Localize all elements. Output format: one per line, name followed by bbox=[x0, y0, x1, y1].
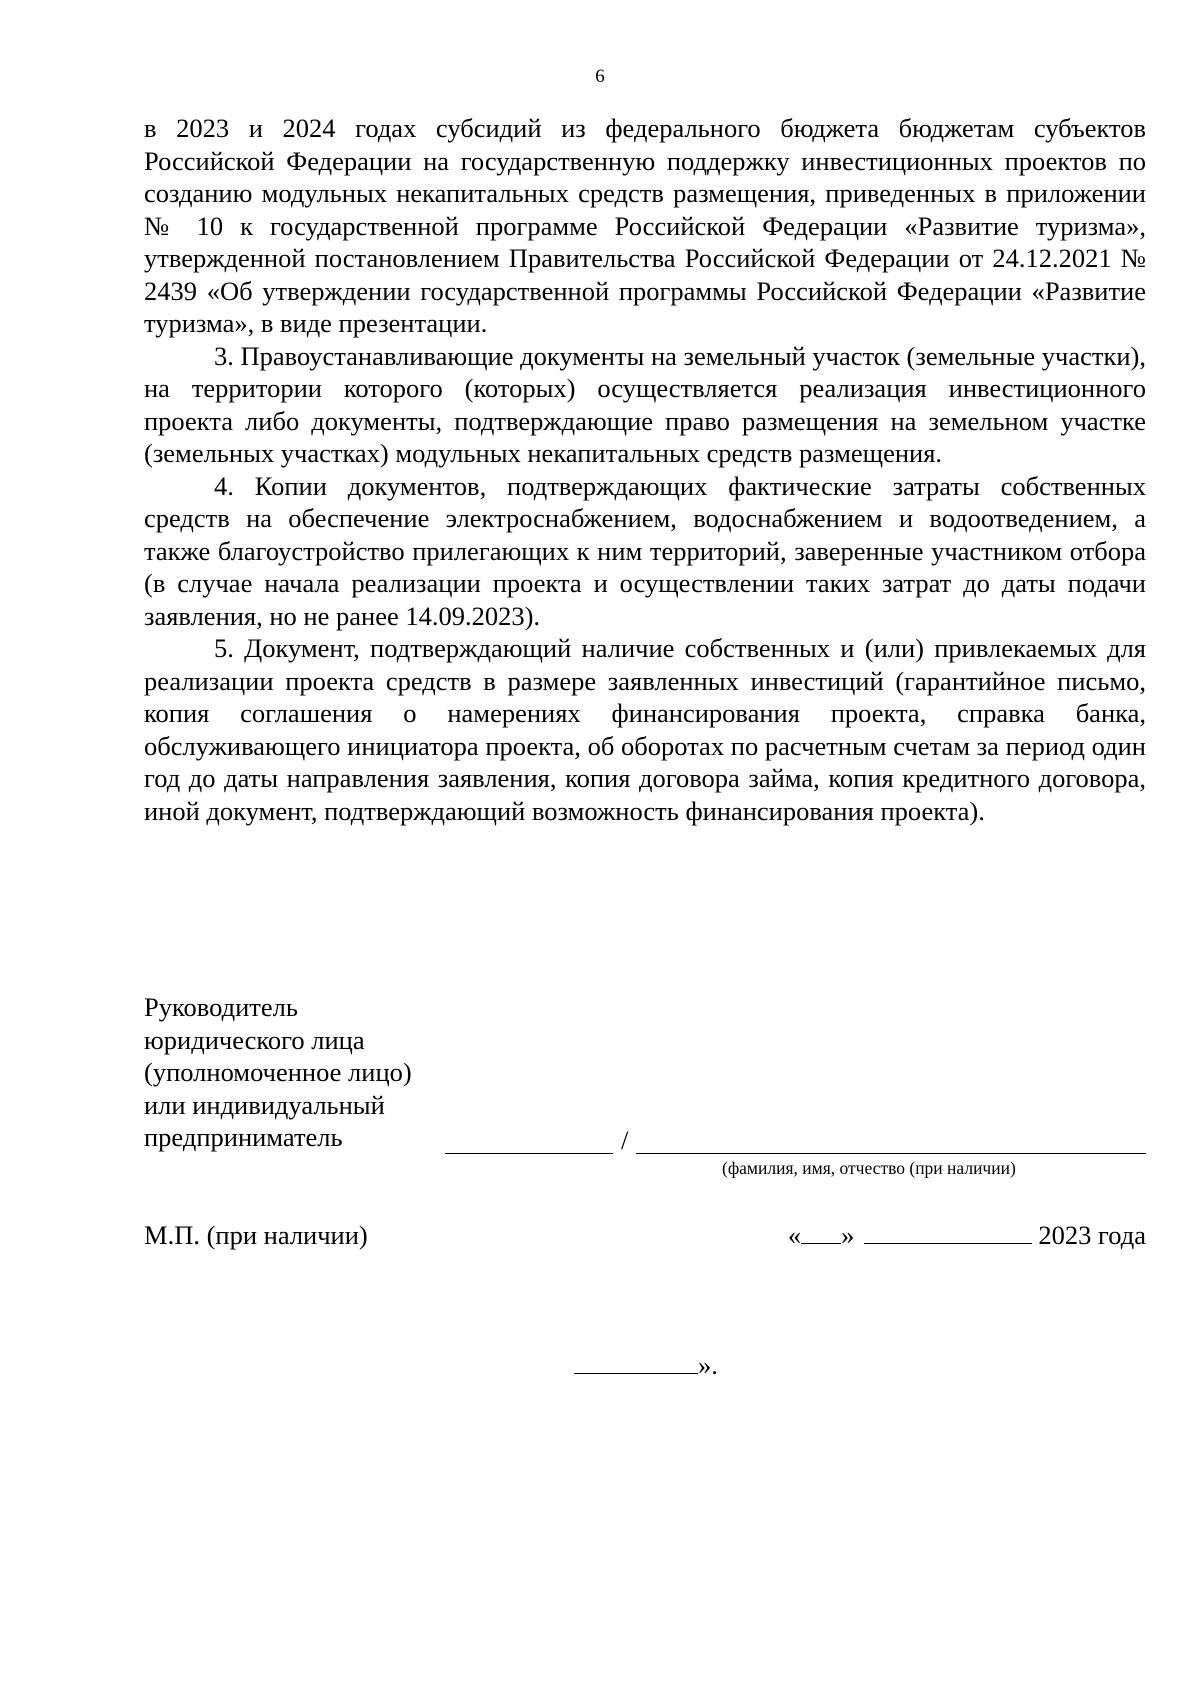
signature-block bbox=[144, 991, 1146, 1221]
signer-title-line: юридического лица bbox=[144, 1024, 365, 1055]
date-field bbox=[788, 1219, 1146, 1252]
closing-blank-line bbox=[574, 1349, 698, 1374]
stamp-label: М.П. (при наличии) bbox=[144, 1220, 368, 1250]
signature-blank-line bbox=[445, 1153, 613, 1154]
signature-slash: / bbox=[621, 1125, 629, 1155]
full-name-blank-line bbox=[636, 1153, 1146, 1154]
date-day-blank bbox=[801, 1219, 841, 1244]
closing-quote: ». bbox=[698, 1350, 718, 1380]
signer-title-line: или индивидуальный bbox=[144, 1089, 385, 1120]
page-number: 6 bbox=[595, 66, 605, 87]
date-close-quote: » bbox=[841, 1220, 855, 1250]
date-open-quote: « bbox=[787, 1220, 802, 1250]
paragraph-item-5: 5. Документ, подтверждающий наличие собственных и (или) привлекаемых для реализации проекта средств в размере заявленных инвестиций (гарантийное письмо, копия соглашения о намерениях финансирования проекта, справка банка, обслуживающего инициатора проекта, об оборотах по расчетным счетам за период один год до даты направления заявления, копия договора займа, копия кредитного договора, иной документ, подтверждающий возможность финансирования проекта). bbox=[144, 633, 1146, 826]
date-month-blank bbox=[864, 1219, 1032, 1244]
closing-line bbox=[574, 1349, 718, 1382]
paragraph-item-3: 3. Правоустанавливающие документы на земельный участок (земельные участки), на территории которого (которых) осуществляется реализация инвестиционного проекта либо документы, подтверждающие право размещения на земельном участке (земельных участках) модульных некапитальных средств размещения. bbox=[144, 340, 1146, 468]
full-name-caption: (фамилия, имя, отчество (при наличии) bbox=[722, 1158, 1016, 1178]
signer-title-line: предприниматель bbox=[144, 1122, 343, 1152]
date-year: 2023 года bbox=[1038, 1220, 1146, 1250]
signer-title-line: (уполномоченное лицо) bbox=[144, 1057, 412, 1087]
document-body bbox=[144, 112, 1146, 827]
stamp-date-row bbox=[144, 1219, 1146, 1255]
paragraph-continuation: в 2023 и 2024 годах субсидий из федерального бюджета бюджетам субъектов Российской Федерации на государственную поддержку инвестиционных проектов по созданию модульных некапитальных средств размещения, приведенных в приложении № 10 к государственной программе Российской Федерации «Развитие туризма», утвержденной постановлением Правительства Российской Федерации от 24.12.2021 № 2439 «Об утверждении государственной программы Российской Федерации «Развитие туризма», в виде презентации. bbox=[144, 113, 1146, 338]
paragraph-item-4: 4. Копии документов, подтверждающих фактические затраты собственных средств на обеспечение электроснабжением, водоснабжением и водоотведением, а также благоустройство прилегающих к ним территорий, заверенные участником отбора (в случае начала реализации проекта и осуществлении таких затрат до даты подачи заявления, но не ранее 14.09.2023). bbox=[144, 470, 1146, 631]
signer-title-line: Руководитель bbox=[144, 992, 298, 1022]
